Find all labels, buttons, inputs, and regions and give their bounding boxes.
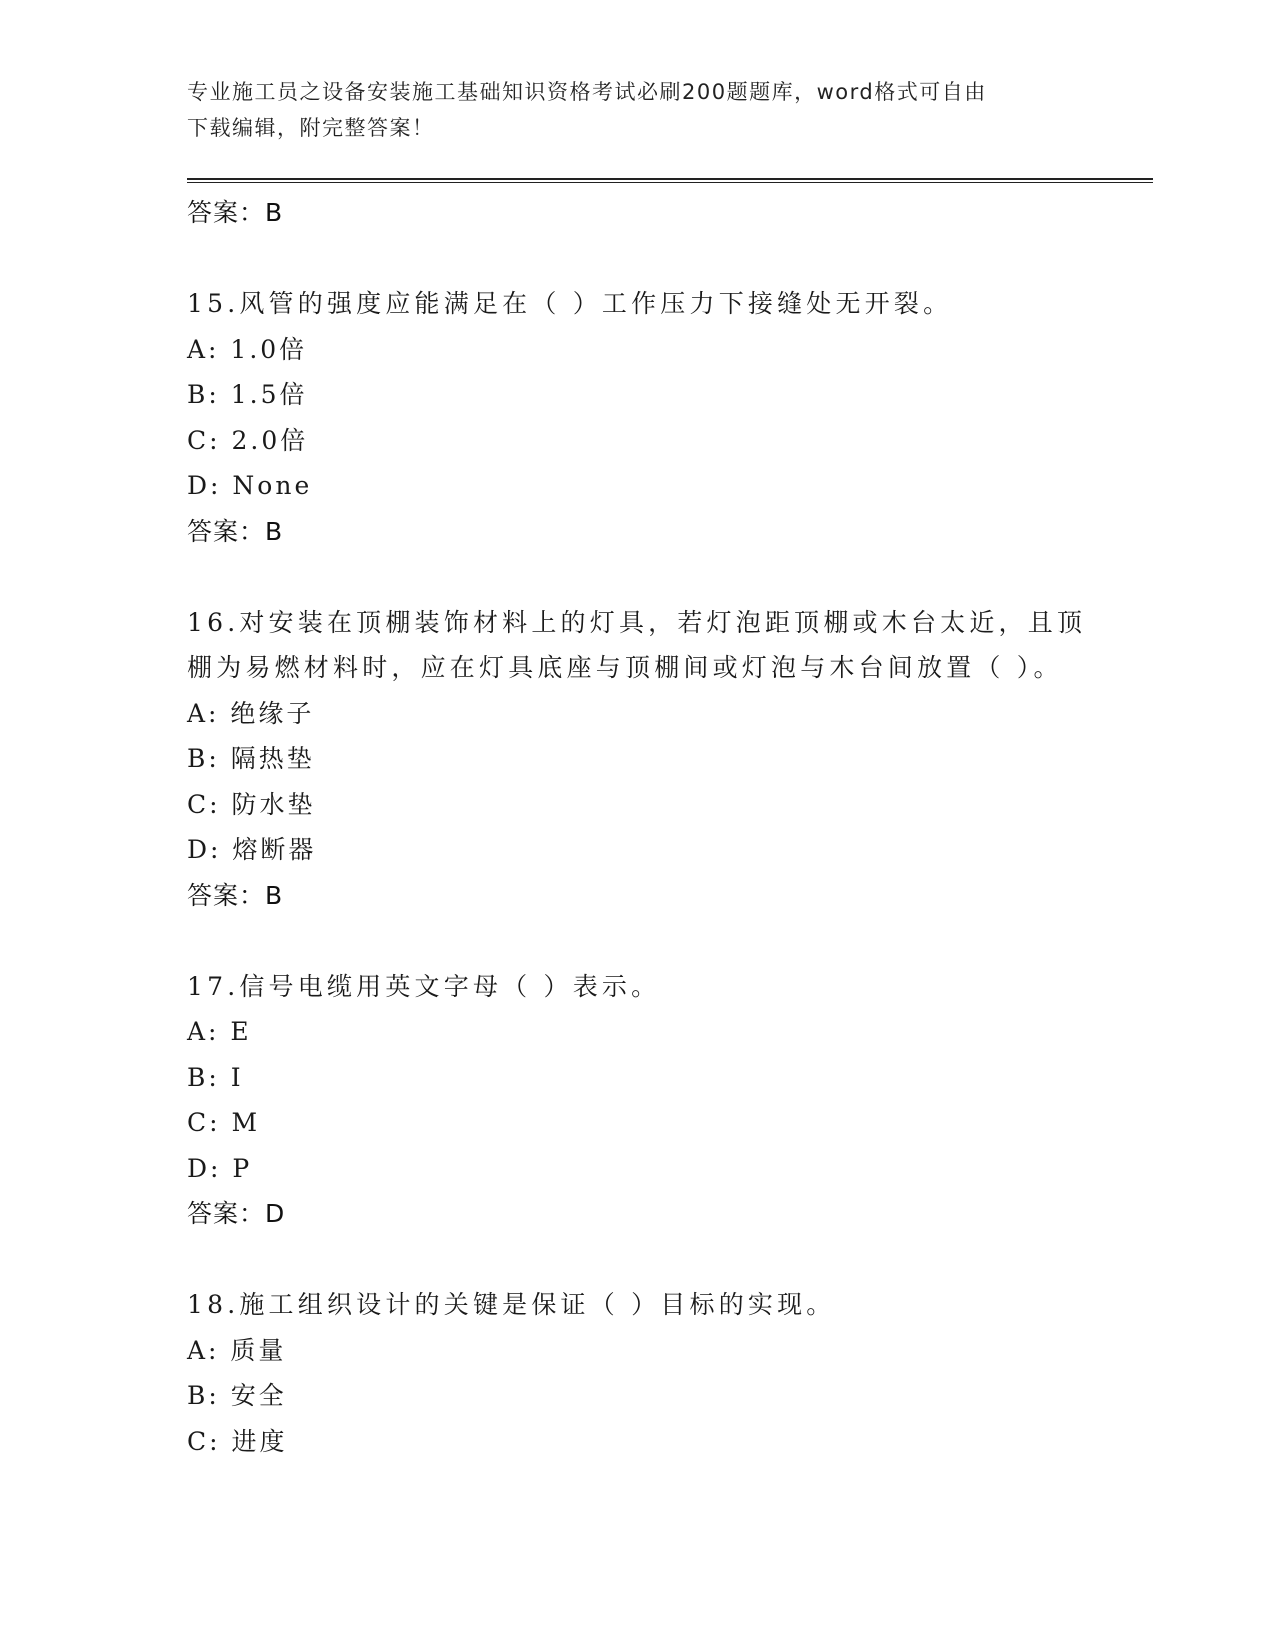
option-c: C: M — [187, 1108, 261, 1137]
option-c: C: 防水垫 — [187, 789, 316, 819]
question-text: 18.施工组织设计的关键是保证（ ）目标的实现。 — [187, 1290, 836, 1319]
option-d: D: 熔断器 — [187, 835, 317, 864]
question-block-17 — [187, 964, 1087, 1238]
answer-label: 答案：B — [187, 198, 284, 227]
option-b: B: 安全 — [187, 1381, 287, 1410]
answer-label: 答案：D — [187, 1199, 286, 1228]
question-block-18 — [187, 1282, 1087, 1464]
option-a: A: E — [187, 1017, 252, 1046]
header-rule-thin — [187, 182, 1153, 183]
option-a: A: 1.0倍 — [187, 334, 308, 364]
question-text: 15.风管的强度应能满足在（ ）工作压力下接缝处无开裂。 — [187, 289, 953, 318]
question-block-15 — [187, 281, 1087, 555]
question-text: 17.信号电缆用英文字母（ ）表示。 — [187, 971, 661, 1001]
question-text: 16.对安装在顶棚装饰材料上的灯具，若灯泡距顶棚或木台太近，且顶棚为易燃材料时，应在灯具底座与顶棚间或灯泡与木台间放置（ ）。 — [187, 607, 1087, 682]
option-b: B: 隔热垫 — [187, 744, 315, 773]
option-b: B: I — [187, 1062, 244, 1092]
option-b: B: 1.5倍 — [187, 380, 308, 409]
option-d: D: P — [187, 1153, 253, 1183]
option-c: C: 2.0倍 — [187, 425, 309, 455]
document-header — [187, 74, 1067, 146]
answer-label: 答案：B — [187, 880, 284, 910]
answer-label: 答案：B — [187, 516, 284, 546]
option-c: C: 进度 — [187, 1426, 288, 1456]
option-d: D: None — [187, 471, 313, 500]
question-list — [187, 190, 1087, 1464]
header-line-1: 专业施工员之设备安装施工基础知识资格考试必刷200题题库，word格式可自由 — [187, 80, 987, 104]
option-a: A: 绝缘子 — [187, 698, 315, 728]
header-rule-thick — [187, 178, 1153, 180]
question-block-16 — [187, 600, 1087, 919]
header-line-2: 下载编辑，附完整答案！ — [187, 116, 435, 140]
option-a: A: 质量 — [187, 1335, 287, 1365]
